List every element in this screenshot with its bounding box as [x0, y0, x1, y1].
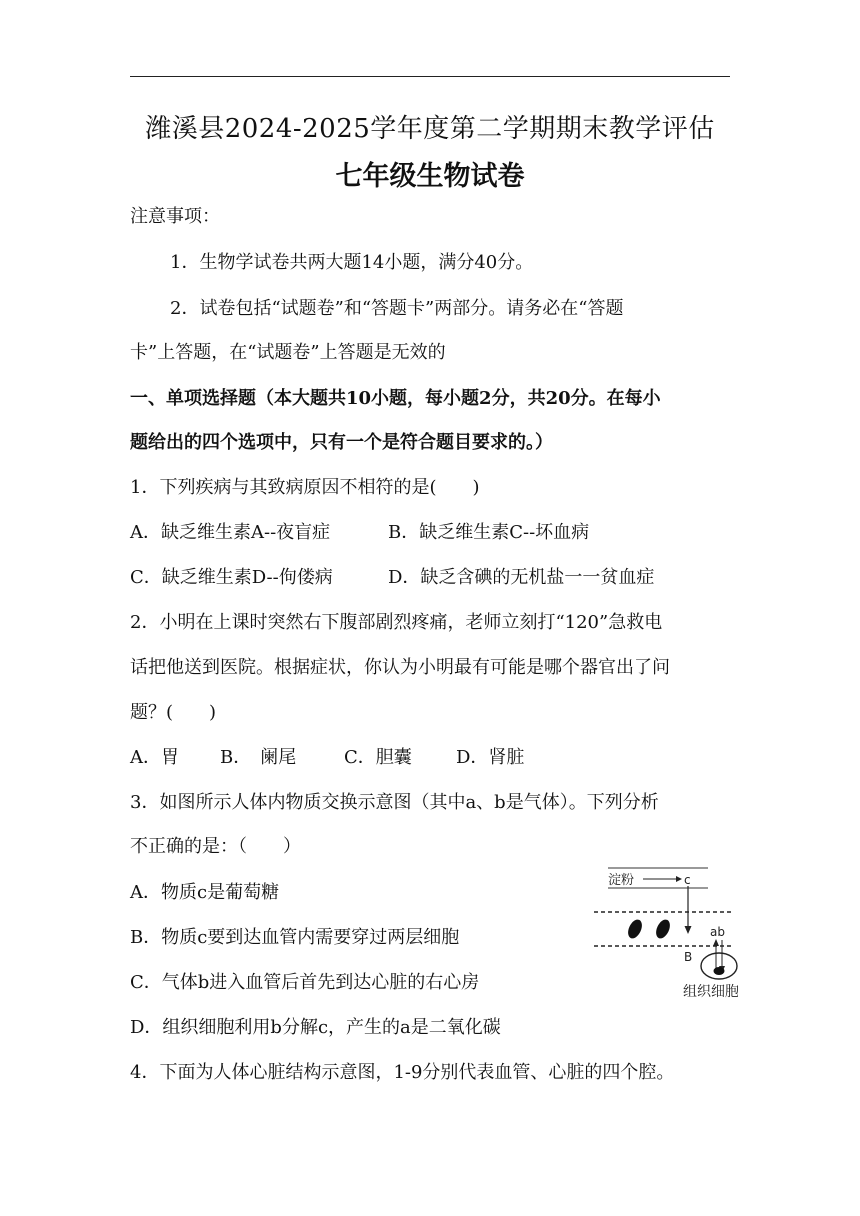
tissue-cell-label: 组织细胞	[683, 984, 738, 1000]
cell-nucleus	[714, 967, 725, 975]
blood-cell-1	[625, 917, 644, 940]
blood-cell-2	[653, 917, 672, 940]
B-label: B	[684, 950, 693, 964]
question-1-stem: 1．下列疾病与其致病原因不相符的是( )	[130, 477, 480, 498]
option-c: C．胆囊	[344, 747, 412, 768]
note-item-1: 1．生物学试卷共两大题14小题，满分40分。	[170, 252, 534, 273]
question-3-stem-line-2: 不正确的是：（ ）	[130, 836, 301, 857]
question-2-stem-line-1: 2．小明在上课时突然右下腹部剧烈疼痛，老师立刻打“120”急救电	[130, 612, 663, 633]
question-3-option-a: A．物质c是葡萄糖	[130, 882, 280, 903]
question-1-options-row-1	[130, 520, 589, 546]
notes-heading: 注意事项：	[130, 206, 220, 227]
section-heading-line-1: 一、单项选择题（本大题共10小题，每小题2分，共20分。在每小	[130, 388, 661, 409]
option-b: B．缺乏维生素C--坏血病	[388, 522, 590, 543]
exam-title: 潍溪县2024-2025学年度第二学期期末教学评估	[145, 114, 715, 144]
exchange-diagram-svg	[588, 860, 738, 1005]
option-c: C．缺乏维生素D--佝偻病	[130, 567, 333, 588]
section-heading-line-2: 题给出的四个选项中，只有一个是符合题目要求的。）	[130, 432, 553, 453]
question-3-option-b: B．物质c要到达血管内需要穿过两层细胞	[130, 927, 460, 948]
option-d: D．缺乏含碘的无机盐一一贫血症	[388, 567, 655, 588]
starch-label: 淀粉	[608, 873, 635, 888]
question-4-stem-line-1: 4．下面为人体心脏结构示意图，1-9分别代表血管、心脏的四个腔。	[130, 1062, 675, 1083]
note-item-2-line-1: 2．试卷包括“试题卷”和“答题卡”两部分。请务必在“答题	[170, 298, 624, 319]
question-3-stem-line-1: 3．如图所示人体内物质交换示意图（其中a、b是气体）。下列分析	[130, 792, 659, 813]
note-item-2-line-2: 卡”上答题，在“试题卷”上答题是无效的	[130, 342, 446, 363]
question-2-stem-line-3: 题？( )	[130, 702, 217, 723]
c-label: c	[684, 873, 691, 887]
ab-label: ab	[710, 925, 725, 939]
question-3-option-d: D．组织细胞利用b分解c，产生的a是二氧化碳	[130, 1017, 501, 1038]
top-rule	[130, 76, 730, 77]
question-2-options	[130, 745, 524, 771]
option-a: A．胃	[130, 747, 179, 768]
option-a: A．缺乏维生素A--夜盲症	[130, 522, 331, 543]
question-2-stem-line-2: 话把他送到医院。根据症状，你认为小明最有可能是哪个器官出了问	[130, 657, 670, 678]
exchange-diagram	[588, 860, 738, 1005]
option-b: B． 阑尾	[220, 747, 297, 768]
question-3-option-c: C．气体b进入血管后首先到达心脏的右心房	[130, 972, 480, 993]
question-1-options-row-2	[130, 565, 654, 591]
option-d: D．肾脏	[456, 747, 525, 768]
exam-subtitle: 七年级生物试卷	[335, 161, 525, 192]
